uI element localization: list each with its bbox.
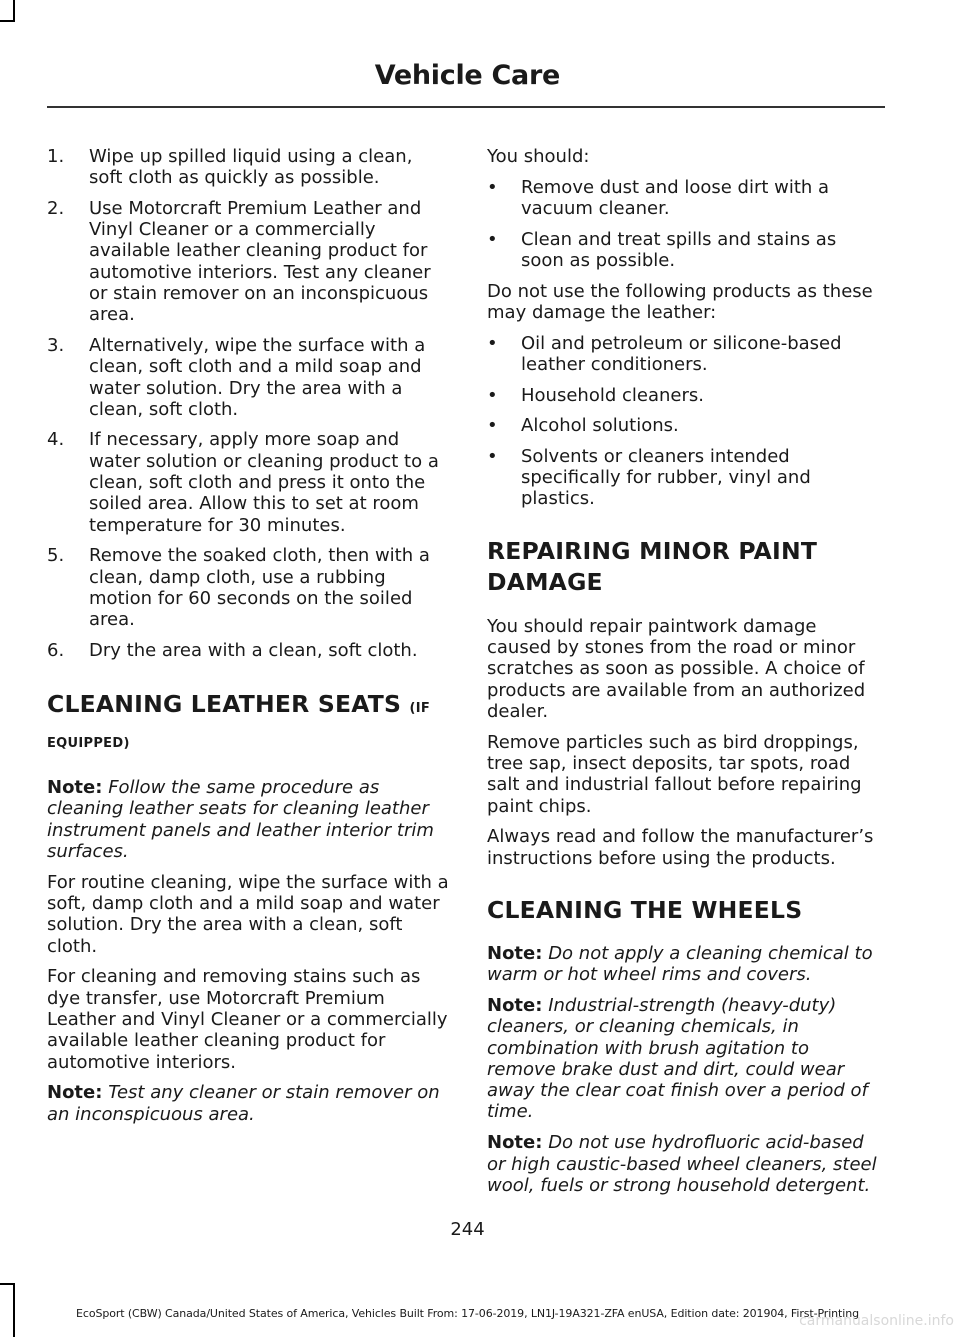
- note-paragraph: Note: Follow the same procedure as cleaning leather seats for cleaning leather instrument panels and leather interior trim surfaces.: [47, 777, 434, 862]
- section-title: Vehicle Care: [374, 60, 560, 91]
- heading-suffix: (IF EQUIPPED): [47, 701, 431, 752]
- header-divider: [47, 106, 885, 108]
- heading-cleaning-the-wheels: CLEANING THE WHEELS: [487, 895, 803, 924]
- list-item: • Household cleaners.: [487, 384, 704, 406]
- paint-paragraph: Always read and follow the manufacturer’s instructions before using the products.: [487, 826, 874, 869]
- note-paragraph: Note: Do not apply a cleaning chemical to warm or hot wheel rims and covers.: [487, 942, 873, 986]
- note-paragraph: Note: Do not use hydrofluoric acid-based or high caustic-based wheel cleaners, steel wool, fuels or strong household detergent.: [487, 1132, 877, 1196]
- list-item: 4. If necessary, apply more soap and water solution or cleaning product to a clean, soft cloth and press it onto the soiled area. Allow this to set at room temperature for 30 minutes.: [47, 429, 439, 536]
- list-item: 6. Dry the area with a clean, soft cloth.: [47, 639, 418, 661]
- list-item: 3. Alternatively, wipe the surface with a clean, soft cloth and a mild soap and water solution. Dry the area with a clean, soft cloth.: [47, 334, 426, 420]
- should-list: [487, 177, 882, 271]
- list-item: • Remove dust and loose dirt with a vacuum cleaner.: [487, 176, 830, 220]
- heading-cleaning-leather-seats: CLEANING LEATHER SEATS (IF EQUIPPED): [47, 690, 431, 752]
- crop-mark-top-left-horizontal: [0, 20, 15, 22]
- watermark: carmanualsonline.info: [799, 1313, 954, 1329]
- you-should-intro: You should:: [487, 146, 590, 167]
- note-paragraph: Note: Industrial-strength (heavy-duty) cleaners, or cleaning chemicals, in combination with brush agitation to remove brake dust and dirt, could wear away the clear coat finish over a period of time.: [487, 995, 868, 1123]
- list-item: • Alcohol solutions.: [487, 415, 679, 437]
- heading-repairing-minor-paint-damage: REPAIRING MINOR PAINT DAMAGE: [487, 536, 818, 596]
- cleaning-steps-list: [47, 146, 449, 661]
- footer-edition-info: EcoSport (CBW) Canada/United States of America, Vehicles Built From: 17-06-2019, LN1J-19A321-ZFA enUSA, Edition date: 201904, First-Printing: [76, 1307, 859, 1320]
- list-item: 2. Use Motorcraft Premium Leather and Vinyl Cleaner or a commercially available leather cleaning product for automotive interiors. Test any cleaner or stain remover on an inconspicuous area.: [47, 197, 431, 326]
- page-number: 244: [450, 1219, 485, 1240]
- list-item: • Oil and petroleum or silicone-based leather conditioners.: [487, 332, 842, 375]
- left-column: [47, 146, 449, 1134]
- list-item: • Clean and treat spills and stains as soon as possible.: [487, 228, 837, 271]
- paint-paragraph: You should repair paintwork damage caused by stones from the road or minor scratches as soon as possible. A choice of products are available from an authorized dealer.: [487, 615, 866, 722]
- right-column: [487, 146, 882, 1206]
- crop-mark-top-left-vertical: [13, 0, 15, 22]
- list-item: 5. Remove the soaked cloth, then with a clean, damp cloth, use a rubbing motion for 60 seconds on the soiled area.: [47, 545, 430, 631]
- list-item: • Solvents or cleaners intended specifically for rubber, vinyl and plastics.: [487, 445, 811, 510]
- stain-removal-paragraph: For cleaning and removing stains such as dye transfer, use Motorcraft Premium Leather and Vinyl Cleaner or a commercially available leather cleaning product for automotive interiors.: [47, 966, 448, 1073]
- list-item: 1. Wipe up spilled liquid using a clean, soft cloth as quickly as possible.: [47, 146, 413, 189]
- paint-paragraph: Remove particles such as bird droppings, tree sap, insect deposits, tar spots, road salt and industrial fallout before repairing paint chips.: [487, 731, 862, 817]
- routine-cleaning-paragraph: For routine cleaning, wipe the surface with a soft, damp cloth and a mild soap and water solution. Dry the area with a clean, soft cloth.: [47, 871, 449, 957]
- do-not-use-intro: Do not use the following products as these may damage the leather:: [487, 280, 873, 323]
- note-paragraph: Note: Test any cleaner or stain remover on an inconspicuous area.: [47, 1082, 440, 1125]
- do-not-use-list: [487, 333, 882, 510]
- crop-mark-bottom-left-horizontal: [0, 1283, 15, 1285]
